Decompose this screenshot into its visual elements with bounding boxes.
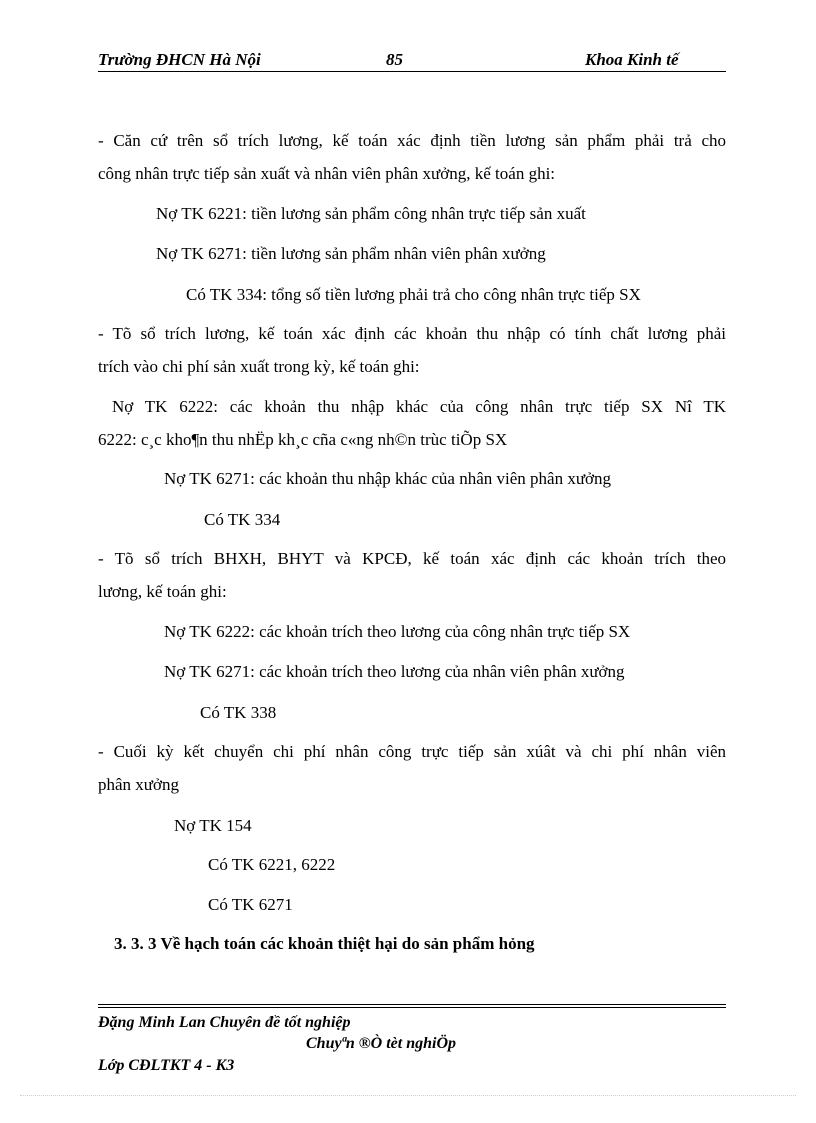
footer-subtitle: Chuyªn ®Ò tèt nghiÖp xyxy=(306,1035,457,1052)
page-edge xyxy=(20,1095,796,1096)
entry-line: Nợ TK 6222: các khoản thu nhập khác của công nhân trực tiếp SX Nî TK xyxy=(112,397,726,416)
footer-rule-top xyxy=(98,1004,726,1005)
paragraph-line: công nhân trực tiếp sản xuất và nhân viên phân xưởng, kế toán ghi: xyxy=(98,164,556,183)
entry-line: Nợ TK 6221: tiền lương sản phẩm công nhân trực tiếp sản xuất xyxy=(156,204,586,223)
entry-line: Nợ TK 154 xyxy=(174,816,252,835)
paragraph-line: - Căn cứ trên sổ trích lương, kế toán xác định tiền lương sản phẩm phải trả cho xyxy=(98,131,726,150)
paragraph-line: lương, kế toán ghi: xyxy=(98,582,227,601)
section-heading: 3. 3. 3 Về hạch toán các khoản thiệt hại do sản phẩm hỏng xyxy=(114,934,535,953)
footer-class: Lớp CĐLTKT 4 - K3 xyxy=(98,1057,235,1074)
entry-line: Nợ TK 6271: các khoản thu nhập khác của nhân viên phân xưởng xyxy=(164,469,612,488)
entry-line: Nợ TK 6222: các khoản trích theo lương của công nhân trực tiếp SX xyxy=(164,622,631,641)
paragraph-line: - Cuối kỳ kết chuyển chi phí nhân công trực tiếp sản xúât và chi phí nhân viên xyxy=(98,742,726,761)
header-faculty: Khoa Kinh tế xyxy=(585,50,679,69)
header-school: Trường ĐHCN Hà Nội xyxy=(98,50,261,69)
header-rule xyxy=(98,71,726,72)
entry-line: Có TK 6271 xyxy=(208,895,293,914)
entry-line: Có TK 338 xyxy=(200,703,277,722)
entry-line: Có TK 334 xyxy=(204,510,281,529)
paragraph-line: - Tõ sổ trích BHXH, BHYT và KPCĐ, kế toán xác định các khoản trích theo xyxy=(98,549,726,568)
entry-line: Nợ TK 6271: tiền lương sản phẩm nhân viên phân xưởng xyxy=(156,244,546,263)
paragraph-line: phân xưởng xyxy=(98,775,179,794)
footer-rule-bottom xyxy=(98,1007,726,1008)
footer-author: Đặng Minh Lan Chuyên đề tốt nghiệp xyxy=(98,1014,351,1031)
paragraph-line: trích vào chi phí sản xuất trong kỳ, kế toán ghi: xyxy=(98,357,420,376)
header-page-number: 85 xyxy=(386,50,403,69)
entry-line: Có TK 334: tổng số tiền lương phải trả cho công nhân trực tiếp SX xyxy=(186,285,641,304)
entry-line: Có TK 6221, 6222 xyxy=(208,855,336,874)
entry-line: 6222: c¸c kho¶n thu nhËp kh¸c cña c«ng nh©n trùc tiÕp SX xyxy=(98,430,508,449)
paragraph-line: - Tõ sổ trích lương, kế toán xác định các khoản thu nhập có tính chất lương phải xyxy=(98,324,726,343)
entry-line: Nợ TK 6271: các khoản trích theo lương của nhân viên phân xưởng xyxy=(164,662,625,681)
